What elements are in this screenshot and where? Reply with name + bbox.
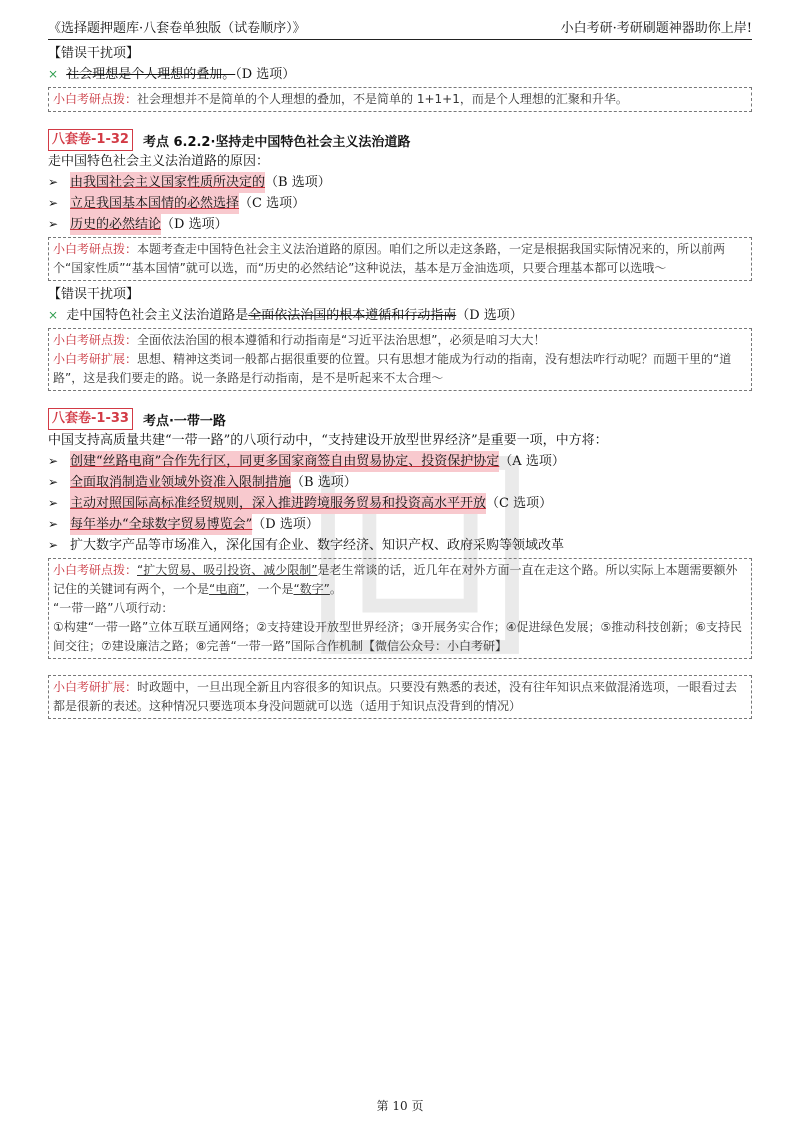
tip-text: ，一个是 <box>245 582 294 596</box>
cross-icon: × <box>48 67 59 81</box>
question-badge: 八套卷-1-32 <box>48 129 133 151</box>
distractor-item <box>48 305 752 326</box>
bullet-text: 历史的必然结论 <box>70 214 161 235</box>
tip-text: 社会理想并不是简单的个人理想的叠加，不是简单的 1+1+1，而是个人理想的汇聚和升华。 <box>137 92 628 106</box>
tip-box <box>48 237 752 281</box>
arrow-bullet-icon: ➢ <box>48 217 59 231</box>
distractor-prefix: 走中国特色社会主义法治道路是 <box>66 308 249 323</box>
distractor-struck-text: 全面依法治国的根本遵循和行动指南 <box>248 308 457 323</box>
arrow-bullet-icon: ➢ <box>48 196 59 210</box>
extension-label: 小白考研扩展： <box>53 352 138 366</box>
list-item <box>48 514 752 535</box>
page-header <box>48 14 752 40</box>
bullet-text: 全面取消制造业领域外资准入限制措施 <box>70 472 291 493</box>
tip-label: 小白考研点拨： <box>53 333 138 347</box>
tip-text: 。 <box>329 582 342 596</box>
question-badge: 八套卷-1-33 <box>48 408 133 430</box>
page-number: 第 10 页 <box>376 1099 424 1113</box>
distractor-label: 【错误干扰项】 <box>48 46 140 61</box>
bullet-option: （C 选项） <box>486 496 553 511</box>
bullet-option: （D 选项） <box>252 517 319 532</box>
tip-label: 小白考研点拨： <box>53 92 138 106</box>
bullet-text: 每年举办“全球数字贸易博览会” <box>70 514 252 535</box>
bullet-option: （C 选项） <box>239 196 306 211</box>
bullet-text: 主动对照国际高标准经贸规则，深入推进跨境服务贸易和投资高水平开放 <box>70 493 486 514</box>
section-intro: 走中国特色社会主义法治道路的原因： <box>48 154 270 169</box>
bullet-text: 扩大数字产品等市场准入，深化国有企业、数字经济、知识产权、政府采购等领域改革 <box>70 538 565 553</box>
bullet-text: 创建“丝路电商”合作先行区，同更多国家商签自由贸易协定、投资保护协定 <box>70 451 499 472</box>
tip-box <box>48 328 752 391</box>
cross-icon: × <box>48 308 59 322</box>
page-content <box>48 44 752 723</box>
tip-label: 小白考研点拨： <box>53 563 138 577</box>
arrow-bullet-icon: ➢ <box>48 496 59 510</box>
arrow-bullet-icon: ➢ <box>48 475 59 489</box>
extension-text: 时政题中，一旦出现全新且内容很多的知识点。只要没有熟悉的表述，没有往年知识点来做混淆选项，一眼看过去都是很新的表述。这种情况只要选项本身没问题就可以选（适用于知识点没背到的情况） <box>53 680 738 713</box>
list-item <box>48 193 752 214</box>
distractor-text: 社会理想是个人理想的叠加。 <box>66 67 236 82</box>
list-item <box>48 214 752 235</box>
distractor-option: （D 选项） <box>456 308 523 323</box>
tip-text: 全面依法治国的根本遵循和行动指南是“习近平法治思想”，必须是咱习大大！ <box>137 333 546 347</box>
list-item <box>48 172 752 193</box>
distractor-item <box>48 64 752 85</box>
tip-text: 本题考查走中国特色社会主义法治道路的原因。咱们之所以走这条路，一定是根据我国实际情况来的，所以前两个“国家性质”“基本国情”就可以选，而“历史的必然结论”这种说法，基本是万金油选项，只要合理基本都可以选哦～ <box>53 242 726 275</box>
list-item <box>48 493 752 514</box>
bullet-text: 由我国社会主义国家性质所决定的 <box>70 172 265 193</box>
section-heading <box>48 407 752 431</box>
tip-list-title: “一带一路”八项行动： <box>53 601 174 615</box>
distractor-label: 【错误干扰项】 <box>48 287 140 302</box>
bullet-text: 立足我国基本国情的必然选择 <box>70 193 239 214</box>
arrow-bullet-icon: ➢ <box>48 175 59 189</box>
tip-box <box>48 558 752 659</box>
tip-keyword: “数字” <box>293 582 330 596</box>
section-intro: 中国支持高质量共建“一带一路”的八项行动中，“支持建设开放型世界经济”是重要一项，中方将： <box>48 433 608 448</box>
extension-text: 思想、精神这类词一般都占据很重要的位置。只有思想才能成为行动的指南，没有想法咋行动呢？而题干里的“道路”，这是我们要走的路。说一条路是行动指南，是不是听起来不太合理～ <box>53 352 732 385</box>
bullet-option: （D 选项） <box>161 217 228 232</box>
bullet-option: （B 选项） <box>291 475 357 490</box>
section-title: 考点·一带一路 <box>142 413 226 429</box>
bullet-option: （B 选项） <box>265 175 331 190</box>
arrow-bullet-icon: ➢ <box>48 454 59 468</box>
list-item <box>48 451 752 472</box>
tip-keyword: “电商” <box>209 582 246 596</box>
distractor-option: （D 选项） <box>235 67 296 82</box>
tip-label: 小白考研点拨： <box>53 242 138 256</box>
extension-label: 小白考研扩展： <box>53 680 138 694</box>
header-right-slogan: 小白考研·考研刷题神器助你上岸! <box>560 21 752 36</box>
extension-box <box>48 675 752 719</box>
arrow-bullet-icon: ➢ <box>48 517 59 531</box>
tip-quote: “扩大贸易、吸引投资、减少限制” <box>137 563 318 577</box>
tip-list: ①构建“一带一路”立体互联互通网络；②支持建设开放型世界经济；③开展务实合作；④促进绿色发展；⑤推动科技创新；⑥支持民间交往；⑦建设廉洁之路；⑧完善“一带一路”国际合作机制【微信公众号：小白考研】 <box>53 620 742 653</box>
section-title: 考点 6.2.2·坚持走中国特色社会主义法治道路 <box>142 134 411 150</box>
tip-box <box>48 87 752 112</box>
tip-text: 是老生常谈的话，近几年在对外方面一直在走这个路。所以实际上本题需要额外记住的关键词有两个，一个是 <box>53 563 738 596</box>
header-left-title: 《选择题押题库·八套卷单独版（试卷顺序）》 <box>48 21 306 36</box>
list-item <box>48 535 752 556</box>
section-heading <box>48 128 752 152</box>
bullet-option: （A 选项） <box>499 454 565 469</box>
arrow-bullet-icon: ➢ <box>48 538 59 552</box>
list-item <box>48 472 752 493</box>
